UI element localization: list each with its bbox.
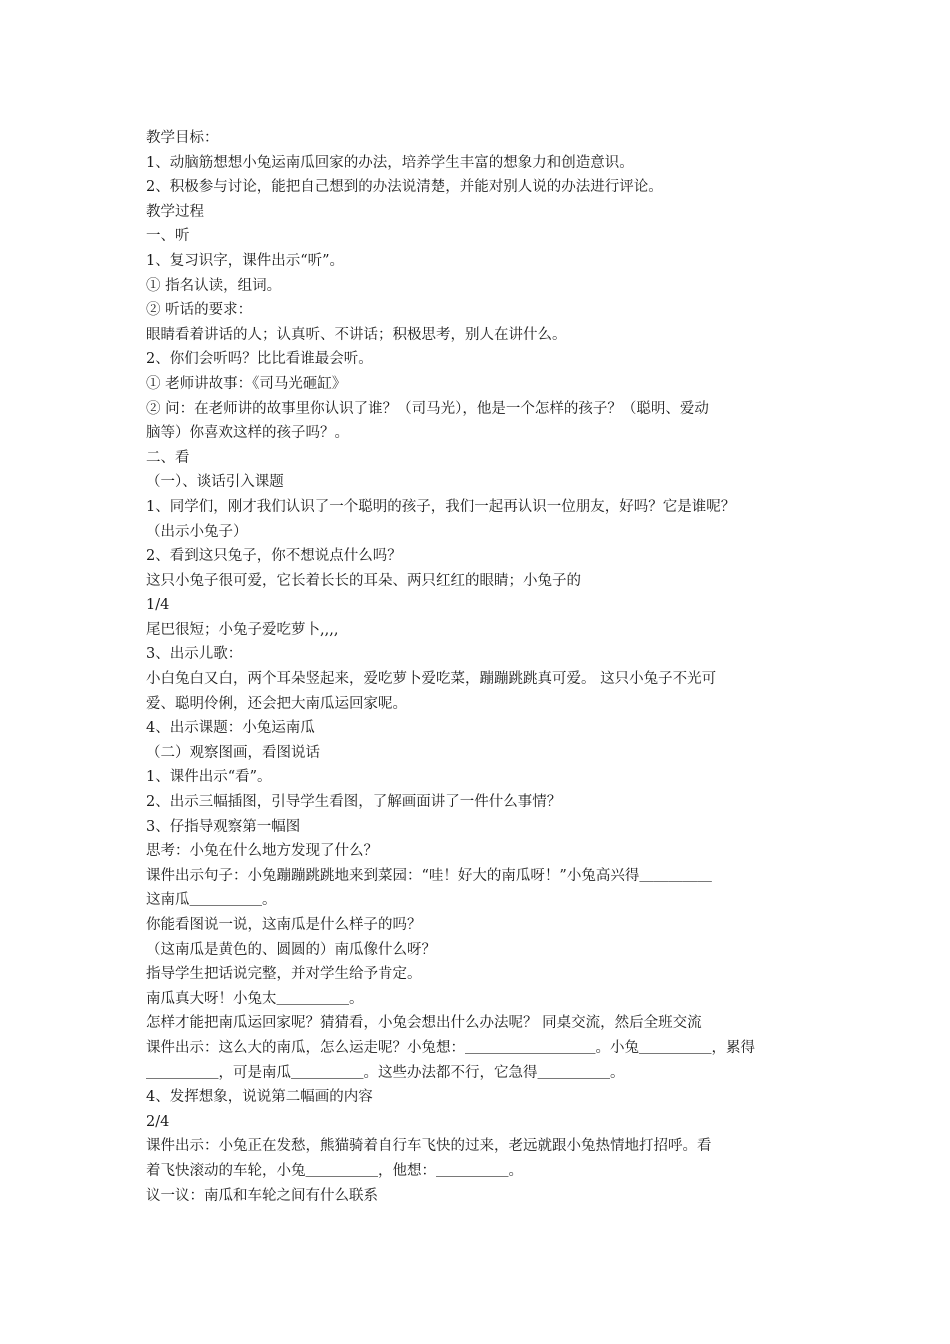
text-line: 怎样才能把南瓜运回家呢？猜猜看，小兔会想出什么办法呢？ 同桌交流，然后全班交流 <box>146 1015 702 1032</box>
text-line: 你能看图说一说，这南瓜是什么样子的吗？ <box>146 917 422 933</box>
text-line: 2、你们会听吗？比比看谁最会听。 <box>146 351 373 368</box>
text-line: 4、发挥想象，说说第二幅画的内容 <box>146 1089 373 1106</box>
text-line: 课件出示：这么大的南瓜，怎么运走呢？小兔想：＿＿＿＿＿＿＿＿＿。小兔＿＿＿＿＿，累得 <box>146 1039 755 1056</box>
text-line: 教学过程 <box>146 203 204 220</box>
text-line: ② 听话的要求： <box>146 302 253 319</box>
text-line: 2、看到这只兔子，你不想说点什么吗？ <box>146 548 402 565</box>
text-line: 小白兔白又白，两个耳朵竖起来，爱吃萝卜爱吃菜，蹦蹦跳跳真可爱。 这只小兔子不光可 <box>146 671 717 688</box>
lesson-plan-text <box>146 126 816 1208</box>
text-line: 3、仔指导观察第一幅图 <box>146 818 301 835</box>
text-line: 这只小兔子很可爱，它长着长长的耳朵、两只红红的眼睛；小兔子的 <box>146 572 581 589</box>
text-line: 1、动脑筋想想小兔运南瓜回家的办法，培养学生丰富的想象力和创造意识。 <box>146 154 634 171</box>
text-line: 4、出示课题：小兔运南瓜 <box>146 720 315 737</box>
text-line: 一、听 <box>146 228 190 245</box>
text-line: ② 问：在老师讲的故事里你认识了谁？（司马光），他是一个怎样的孩子？（聪明、爱动 <box>146 400 709 417</box>
text-line: 议一议：南瓜和车轮之间有什么联系 <box>146 1187 378 1204</box>
page-number: 2/4 <box>146 1113 170 1130</box>
text-line: （这南瓜是黄色的、圆圆的）南瓜像什么呀？ <box>146 941 436 958</box>
text-line: （一）、谈话引入课题 <box>146 474 284 491</box>
text-line: 尾巴很短；小兔子爱吃萝卜,,,, <box>146 621 339 638</box>
text-line: （二）观察图画，看图说话 <box>146 744 320 761</box>
text-line: 1、复习识字，课件出示“听”。 <box>146 252 345 269</box>
text-line: ＿＿＿＿＿，可是南瓜＿＿＿＿＿。这些办法都不行，它急得＿＿＿＿＿。 <box>146 1064 625 1081</box>
text-line: 课件出示：小兔正在发愁，熊猫骑着自行车飞快的过来，老远就跟小兔热情地打招呼。看 <box>146 1138 712 1155</box>
text-line: 1、同学们，刚才我们认识了一个聪明的孩子，我们一起再认识一位朋友，好吗？它是谁呢？ <box>146 498 736 515</box>
text-line: 3、出示儿歌： <box>146 646 243 663</box>
text-line: 二、看 <box>146 449 190 466</box>
text-line: 2、积极参与讨论，能把自己想到的办法说清楚，并能对别人说的办法进行评论。 <box>146 179 663 196</box>
text-line: 着飞快滚动的车轮，小兔＿＿＿＿＿，他想：＿＿＿＿＿。 <box>146 1162 523 1179</box>
text-line: 教学目标： <box>146 130 219 146</box>
text-line: ① 老师讲故事：《司马光砸缸》 <box>146 375 347 392</box>
text-line: 爱、聪明伶俐，还会把大南瓜运回家呢。 <box>146 695 407 712</box>
text-line: 指导学生把话说完整，并对学生给予肯定。 <box>146 966 422 983</box>
text-line: 这南瓜＿＿＿＿＿。 <box>146 892 277 909</box>
page-number: 1/4 <box>146 597 170 614</box>
text-line: 脑等）你喜欢这样的孩子吗？。 <box>146 425 349 442</box>
text-line: 1、课件出示“看”。 <box>146 769 272 786</box>
text-line: （出示小兔子） <box>146 523 248 540</box>
text-line: 2、出示三幅插图，引导学生看图，了解画面讲了一件什么事情？ <box>146 794 562 811</box>
text-line: ① 指名认读，组词。 <box>146 277 282 294</box>
text-line: 思考：小兔在什么地方发现了什么？ <box>146 843 378 860</box>
text-line: 课件出示句子：小兔蹦蹦跳跳地来到菜园：“哇！好大的南瓜呀！”小兔高兴得＿＿＿＿＿ <box>146 867 712 884</box>
text-line: 眼睛看着讲话的人；认真听、不讲话；积极思考，别人在讲什么。 <box>146 326 567 343</box>
text-line: 南瓜真大呀！小兔太＿＿＿＿＿。 <box>146 990 364 1007</box>
